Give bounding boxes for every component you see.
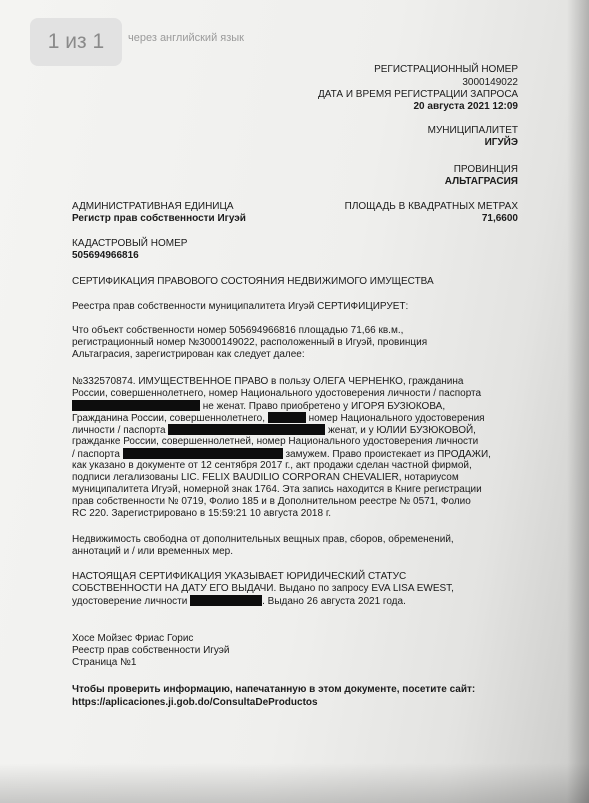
line-text: женат, и у ЮЛИИ БУЗЮКОВОЙ, — [328, 425, 476, 436]
line-text: замужем. Право проистекает из ПРОДАЖИ, — [285, 449, 491, 460]
redaction-bar — [168, 424, 325, 435]
datetime-label: ДАТА И ВРЕМЯ РЕГИСТРАЦИИ ЗАПРОСА — [317, 89, 518, 100]
paragraph-2-line: №332570874. ИМУЩЕСТВЕННОЕ ПРАВО в пользу ОЛЕГА ЧЕРНЕНКО, гражданина — [72, 376, 464, 387]
admin-unit-value: Регистр прав собственности Игуэй — [72, 213, 246, 224]
paragraph-3-line: аннотаций и / или временных мер. — [72, 546, 234, 557]
paragraph-4-line — [72, 595, 406, 609]
province-value: АЛЬТАГРАСИЯ — [444, 176, 518, 187]
line-text: личности / паспорта — [72, 425, 166, 436]
line-text: номер Национального удостоверения — [308, 413, 485, 424]
line-text: не женат. Право приобретено у ИГОРЯ БУЗЮКОВА, — [202, 401, 446, 412]
cadastral-label: КАДАСТРОВЫЙ НОМЕР — [72, 238, 188, 249]
paragraph-2-line: гражданке России, совершеннолетней, номер Национального удостоверения личности — [72, 436, 479, 447]
paragraph-4-line: НАСТОЯЩАЯ СЕРТИФИКАЦИЯ УКАЗЫВАЕТ ЮРИДИЧЕСКИЙ СТАТУС — [72, 571, 407, 582]
paragraph-2-line: как указано в документе от 12 сентября 2017 г., акт продажи сделан частной фирмой, — [72, 460, 472, 471]
line-text: совершеннолетнего, — [169, 413, 266, 424]
paragraph-2-line: муниципалитета Игуэй, номерной знак 1764. Эта запись находится в Книге регистрации — [72, 484, 482, 495]
verify-text: Чтобы проверить информацию, напечатанную в этом документе, посетите сайт: — [72, 684, 476, 695]
paragraph-2-line: России, совершеннолетнего, номер Национального удостоверения личности / паспорта — [72, 388, 482, 399]
datetime-value: 20 августа 2021 12:09 — [413, 101, 518, 112]
signatory-name: Хосе Мойзес Фриас Горис — [72, 633, 194, 644]
paragraph-1-line: Что объект собственности номер 505694966816 площадью 71,66 кв.м., — [72, 325, 404, 336]
document-title: СЕРТИФИКАЦИЯ ПРАВОВОГО СОСТОЯНИЯ НЕДВИЖИМОГО ИМУЩЕСТВА — [72, 276, 434, 287]
paragraph-4-line: СОБСТВЕННОСТИ НА ДАТУ ЕГО ВЫДАЧИ. Выдано по запросу EVA LISA EWEST, — [72, 583, 454, 594]
paragraph-2-line: RC 220. Зарегистрировано в 15:59:21 10 августа 2018 г. — [72, 508, 332, 519]
page-edge-shadow — [567, 0, 589, 803]
reg-number-label: РЕГИСТРАЦИОННЫЙ НОМЕР — [374, 64, 518, 75]
cadastral-value: 505694966816 — [72, 250, 139, 261]
admin-unit-label: АДМИНИСТРАТИВНАЯ ЕДИНИЦА — [72, 201, 234, 212]
municipality-label: МУНИЦИПАЛИТЕТ — [427, 125, 518, 136]
area-label: ПЛОЩАДЬ В КВАДРАТНЫХ МЕТРАХ — [344, 201, 518, 212]
line-text: / паспорта — [72, 449, 120, 460]
translation-hint: через английский язык — [128, 32, 244, 44]
redaction-bar — [268, 412, 306, 423]
intro-line: Реестра прав собственности муниципалитета Игуэй СЕРТИФИЦИРУЕТ: — [72, 301, 409, 312]
line-text: Гражданина России, — [72, 413, 167, 424]
municipality-value: ИГУЙЭ — [484, 137, 518, 148]
line-text: . Выдано 26 августа 2021 года. — [262, 596, 406, 607]
paragraph-1-line: Альтаграсия, зарегистрирован как следует далее: — [72, 349, 305, 360]
area-value: 71,6600 — [481, 213, 518, 224]
redaction-bar — [72, 400, 200, 411]
paragraph-2-line: прав собственности № 0719, Фолио 185 и в Дополнительном реестре № 0571, Фолио — [72, 496, 471, 507]
redaction-bar — [190, 595, 262, 606]
reg-number: 3000149022 — [462, 77, 518, 88]
page-indicator: 1 из 1 — [30, 18, 122, 66]
redaction-bar — [123, 448, 283, 459]
signatory-office: Реестр прав собственности Игуэй — [72, 645, 230, 656]
line-text: удостоверение личности — [72, 596, 188, 607]
page-number: Страница №1 — [72, 657, 137, 668]
verify-url[interactable]: https://aplicaciones.ji.gob.do/ConsultaDeProductos — [72, 697, 318, 708]
province-label: ПРОВИНЦИЯ — [453, 164, 518, 175]
paragraph-1-line: регистрационный номер №3000149022, расположенный в Игуэй, провинция — [72, 337, 428, 348]
page-bottom-shadow — [0, 763, 589, 803]
paragraph-3-line: Недвижимость свободна от дополнительных вещных прав, сборов, обременений, — [72, 534, 454, 545]
paragraph-2-line: подписи легализованы LIC. FELIX BAUDILIO CORPORAN CHEVALIER, нотариусом — [72, 472, 459, 483]
